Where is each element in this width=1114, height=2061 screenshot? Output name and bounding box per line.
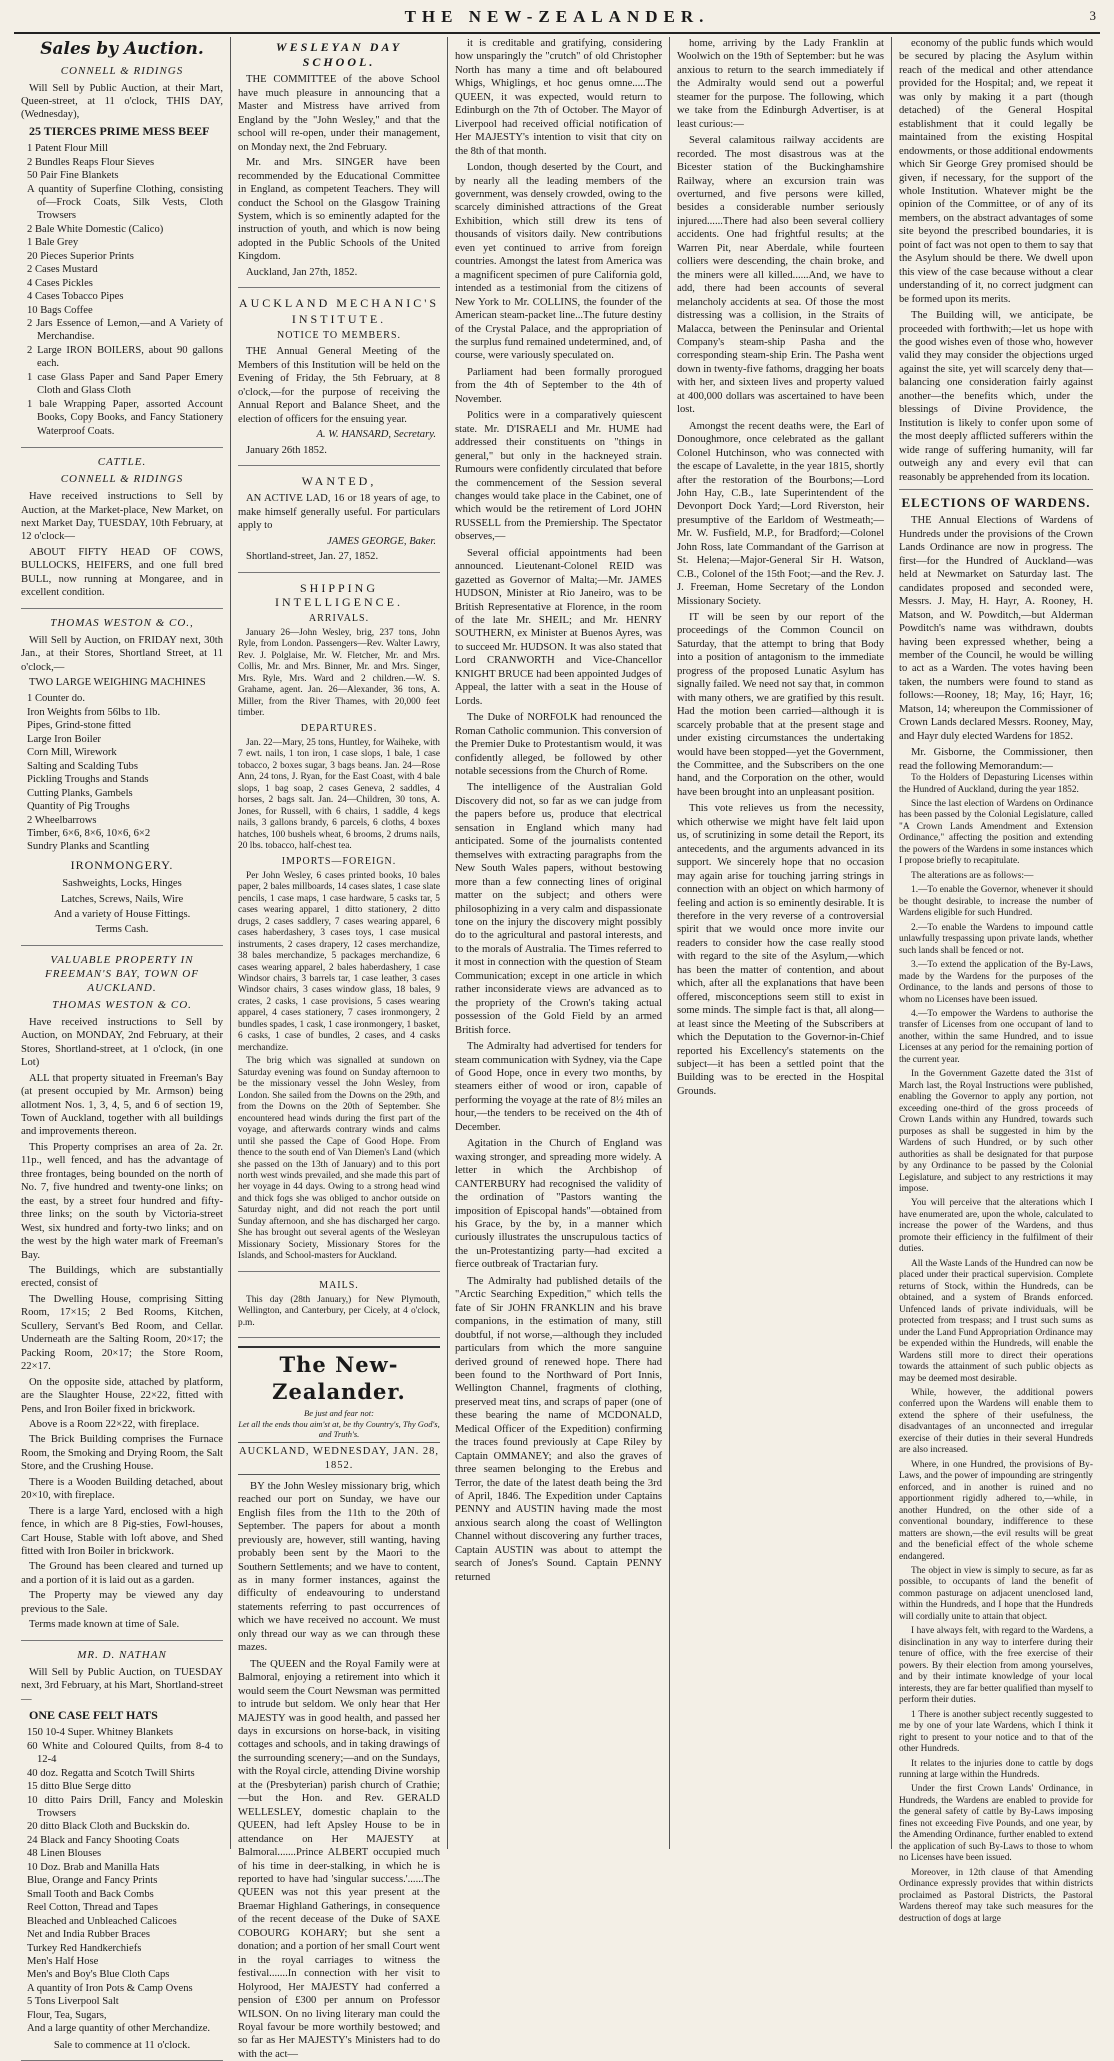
article-paragraph: Amongst the recent deaths were, the Earl of Donoughmore, once celebrated as the gallant Colonel Hutchinson, who was connected with the escape of Lavalette, in the year 1815, shortly after the restoration of the Bourbons;—Lord John Hay, C.B., late Superintendent of the Devonport Dock Yard;—Lord Riverston, heir presumptive of the Earldom of Westmeath;—Mr. W. Fusfield, M.P., for Bradford;—Colonel John Ross, late Commandant of the Garrison at St. Helena;—Major-General Sir H. Watson, C.B., Colonel of the 15th Foot;—and the Rev. J. J. Freeman, Home Secretary of the London Missionary Society. [677, 420, 884, 607]
ad-paragraph: Will Sell by Auction, on FRIDAY next, 30th Jan., at their Stores, Shortland Street, at 11 o'clock,— [21, 634, 223, 673]
memo-paragraph: Where, in one Hundred, the provisions of By-Laws, and the power of impounding are stringently enforced, and in another is ruined and no apportionment rigidly adhered to,—while, in another Hundred, on the other side of a conventional boundary, indifference to these matters are shown,—the evil results will be great and the beneficial effect of the whole scheme endangered. [899, 1459, 1093, 1562]
column-1 [14, 37, 230, 2051]
ad-item: Iron Weights from 56lbs to 1lb. [27, 706, 161, 718]
ad-item: Salting and Scalding Tubs [27, 760, 138, 772]
memo-paragraph: 1 There is another subject recently suggested to me by one of your late Wardens, which I think it right to present to your notice and to that of the other Hundreds. [899, 1709, 1093, 1755]
article-paragraph: Agitation in the Church of England was waxing stronger, and spreading more widely. A letter in which the Archbishop of CANTERBURY had recognised the validity of the ordination of "Pastors wanting the imposition of Episcopal hands"—obtained from his Grace, by the by, in a manner which curiously illustrates the unscrupulous tactics of the un-Protestantizing party—had excited a fierce outbreak of Tractarian fury. [455, 1138, 662, 1271]
ad-item: 1 Bale Grey [27, 237, 79, 249]
column-2 [230, 37, 447, 2060]
ad-item: 1 bale Wrapping Paper, assorted Account Books, Copy Books, and Fancy Stationery Waterproof Coats. [27, 398, 223, 437]
ad-subheading: THOMAS WESTON & CO. [52, 998, 192, 1011]
ad-paragraph: Will Sell by Public Auction, on TUESDAY next, 3rd February, at his Mart, Shortland-street— [21, 1666, 224, 1705]
article-paragraph: The Duke of NORFOLK had renounced the Roman Catholic communion. This conversion of the Premier Duke to Protestantism would, it was confidently alleged, be followed by other notable secessions from the Church of Rome. [455, 712, 662, 778]
memo-paragraph: In the Government Gazette dated the 31st of March last, the Royal Instructions were published, enabling the Governor to apply any portion, not exceeding one-third of the gross proceeds of Crown Lands within any Hundred, towards such purposes as shall be suggested in him by the Wardens of such Hundred, or by such other authorities as shall be designated for that purpose by any Ordinance to be passed by the Colonial Legislature, and subject to any restrictions it may impose. [899, 1069, 1093, 1194]
ad-paragraph: The Dwelling House, comprising Sitting Room, 17×15; 2 Bed Rooms, Kitchen, Scullery, Servant's Bed Room, and Cellar. Underneath are the Salting Room, 20×17; the Packing Room, 20×17; the Store Room, 22×17. [21, 1293, 223, 1373]
ad-paragraph: And a variety of House Fittings. [53, 909, 191, 921]
ad-item: 4 Cases Pickles [27, 277, 93, 289]
ad-item-list [21, 142, 223, 438]
ad-paragraph: On the opposite side, attached by platform, are the Slaughter House, 22×22, fitted with Pens, and Iron Boiler fixed in brickwork. [21, 1376, 223, 1415]
ad-item: 2 Large IRON BOILERS, about 90 gallons each. [27, 344, 223, 370]
article-paragraph: BY the John Wesley missionary brig, which reached our port on Sunday, we have our English files from the 11th to the 20th of September. The papers for about a month previously are, however, still wanting, having probably been sent by the Maori to the Southern Settlements; and we have to content, as in many former instances, against the difficulty of endeavouring to understand statements referring to past occurrences of which we have received no account. We must only thread our way as we can through these mazes. [238, 1480, 440, 1654]
ad-item: 48 Linen Blouses [27, 1848, 102, 1860]
ad-paragraph: Have received instructions to Sell by Auction, at the Market-place, New Market, on next Market Day, TUESDAY, 10th February, at 12 o'clock— [21, 491, 223, 543]
ad-item: 60 White and Coloured Quilts, from 8-4 to 12-4 [27, 1740, 223, 1766]
ad-item: Reel Cotton, Thread and Tapes [27, 1902, 158, 1914]
arrivals-text: January 26—John Wesley, brig, 237 tons, John Ryle, from London. Passengers—Rev. Walter Lawry, Rev. J. Polglaise, Mr. W. Fletcher, Mr. and Mrs. Collis, Mr. and Mrs. Binner, Mr. and Mrs. Singer, Mrs. Ryle, Mrs. Ward and 2 children.—W. S. Grahame, agent. Jan. 26—Alexander, 36 tons, A. Miller, from the River Thames, with 20,000 feet timber. [238, 627, 440, 719]
wardens-article [899, 514, 1093, 773]
shipping-title: SHIPPING INTELLIGENCE. [275, 580, 403, 610]
memo-paragraph: 2.—To enable the Wardens to impound cattle unlawfully trespassing upon private lands, whether such lands shall be fenced or not. [899, 922, 1093, 956]
school-date: Auckland, Jan 27th, 1852. [246, 266, 358, 278]
ad-item: Pipes, Grind-stone fitted [27, 720, 131, 732]
memo-paragraph: 3.—To extend the application of the By-Laws, made by the Wardens for the purposes of the Ordinance, to the lands and persons of those to whom no Licenses have been issued. [899, 960, 1093, 1005]
wardens-paragraph: Mr. Gisborne, the Commissioner, then read the following Memorandum:— [899, 747, 1093, 772]
ad-item: Sundry Planks and Scantling [27, 841, 150, 853]
ad-item: 15 ditto Blue Serge ditto [27, 1781, 131, 1793]
ad-item: 50 Pair Fine Blankets [27, 170, 119, 182]
imports-text: Per John Wesley, 6 cases printed books, 10 bales paper, 2 bales millboards, 14 cases slates, 1 case slate pencils, 1 case maps, 1 case hardware, 5 casks tar, 5 cases wearing apparel, 1 ditto stationery, 2 ditto drugs, 2 cases saddlery, 7 cases wearing apparel, 6 cases haberdashery, 3 cases toys, 1 case musical instruments, 2 cases drapery, 12 cases merchandize, 38 bales merchandize, 5 packages merchandize, 6 cases wearing apparel, 2 bales haberdashery, 1 case Windsor chairs, 3 barrels tar, 1 case leather, 3 cases Windsor chairs, 3 cases window glass, 18 bales, 9 crates, 2 casks, 1 case provisions, 5 cases wearing apparel, 4 cases stationery, 7 cases ironmongery, 2 bundles spades, 1 cask, 1 case ironmongery, 1 basket, 6 casks, 1 case of bundles, 2 cases, and 4 casks merchandize. [238, 870, 440, 1053]
article-paragraph: Several calamitous railway accidents are recorded. The most disastrous was at the Bicester station of the Buckinghamshire Railway, where an excursion train was overturned, and five persons were killed, besides a considerable number seriously injured......There had also been several colliery accidents. One had frightful results; at the Warren Pit, near Aberdale, while fourteen colliers were descending, the chain broke, and the miners were all killed......And, we have to add, there had been accounts of several melancholy accidents at sea. Of those the most distressing was a collision, in the Straits of Malacca, between the Peninsular and Oriental Company's steam-ship Pasha and the corresponding steam-ship Erin. The Pasha went down in twenty-five fathoms, dragging her boats with her, and sixteen lives and property valued at 400,000 dollars was ascertained to have been lost. [677, 135, 884, 416]
memorandum [899, 773, 1093, 1925]
memo-paragraph: To the Holders of Depasturing Licenses within the Hundred of Auckland, during the year 1852. [899, 773, 1093, 795]
auction-ad [21, 1649, 223, 2061]
ad-paragraph: Above is a Room 22×22, with fireplace. [29, 1418, 200, 1430]
ad-item: 5 Tons Liverpool Salt [27, 1996, 119, 2008]
ad-paragraph: ABOUT FIFTY HEAD OF COWS, BULLOCKS, HEIFERS, and one full bred BULL, now running at Mongaree, and in excellent condition. [21, 546, 223, 599]
mechanics-notice [238, 296, 440, 466]
memo-paragraph: The alterations are as follows:— [911, 870, 1034, 881]
article-paragraph: London, though deserted by the Court, and by nearly all the leading members of the government, was densely crowded, owing to the scarcely diminished attractions of the Great Exhibition, which still drew its tens of thousands of visitors daily. New contributions even yet continued to arrive from foreign countries. Amongst the latest from America was a magnificent specimen of pure California gold, intended as a testimonial from the citizens of New York to Mr. COLLINS, the founder of the American steam-packet line...The future destiny of the Crystal Palace, and the appropriation of the surplus fund remained undetermined, and, of course, were variously speculated on. [455, 162, 662, 362]
memo-paragraph: Moreover, in 12th clause of that Amending Ordinance expressly provides that within districts proclaimed as Pastoral Districts, the Pastoral Wardens thereof may take such measures for the destruction of dogs at large [899, 1867, 1093, 1924]
wardens-title: ELECTIONS OF WARDENS. [899, 489, 1093, 512]
ad-item: 2 Bale White Domestic (Calico) [27, 223, 164, 235]
school-paragraph: Mr. and Mrs. SINGER have been recommended by the Educational Committee in England, as competent Teachers. They will conduct the School on the Glasgow Training System, which is so eminently adapted for the instruction of youth, and which is now being adopted in the Public Schools of the United Kingdom. [238, 157, 440, 263]
ad-paragraph: Have received instructions to Sell by Auction, on MONDAY, 2nd February, at their Stores, Shortland-street, at 1 o'clock, (in one Lot) [21, 1016, 223, 1069]
auction-ad [21, 456, 223, 609]
article-paragraph: This vote relieves us from the necessity, which otherwise we might have felt laid upon us, of scrutinizing in some detail the Report, its antecedents, and the arguments advanced in its support. We sincerely hope that no occasion may again arise for touching jarring strings in connection with an object on which harmony of feeling and action is so eminently desirable. It is therefore in the very reverse of a controversial spirit that we would once more invite our readers to consider how the case really stood with regard to the site of the Asylum,—which has been the matter of contention, and about which, after all the explanations that have been offered, misconceptions seem still to exist in some minds. The simple fact is that, all along—at least since the Meeting of the Subscribers at which the Deputation to the Governor-in-Chief reported his Excellency's statements on the subject—it has been a settled point that the Building was to be erected in the Hospital Grounds. [677, 803, 884, 1097]
ad-paragraph: The Brick Building comprises the Furnace Room, the Smoking and Drying Room, the Salt Store, and the Crushing House. [21, 1434, 223, 1473]
ad-item: 2 Wheelbarrows [27, 814, 97, 826]
wanted-paragraph: AN ACTIVE LAD, 16 or 18 years of age, to make himself generally useful. For particulars apply to [238, 493, 440, 532]
mails-title: MAILS. [319, 1279, 359, 1291]
ad-heading: CONNELL & RIDINGS [60, 64, 184, 77]
auction-ad [21, 617, 223, 946]
school-title: WESLEYAN DAY SCHOOL. [275, 40, 403, 70]
masthead-title: THE NEW-ZEALANDER. [404, 7, 710, 26]
motto-line-1: Be just and fear not: [304, 1407, 374, 1418]
ad-item: A quantity of Superfine Clothing, consisting of—Frock Coats, Silk Vests, Cloth Trowsers [27, 183, 223, 222]
section-title: Sales by Auction. [40, 39, 204, 59]
ad-item: Large Iron Boiler [27, 733, 101, 745]
ad-item: 10 Bags Coffee [27, 304, 93, 316]
ad-item: 2 Bundles Reaps Flour Sieves [27, 156, 155, 168]
ad-paragraph: There is a Wooden Building detached, about 20×10, with fireplace. [21, 1476, 223, 1502]
memo-paragraph: It relates to the injuries done to cattle by dogs running at large within the Hundreds. [899, 1758, 1093, 1780]
ad-item: Men's Half Hose [27, 1956, 99, 1968]
mech-paragraph: THE Annual General Meeting of the Members of this Institution will be held on the Evening of Friday, the 5th February, at 8 o'clock,—for the purpose of receiving the Annual Report and Balance Sheet, and the election of officers for the ensuing year. [238, 346, 440, 425]
ad-paragraph: ALL that property situated in Freeman's Bay (at present occupied by Mr. Armson) being allotment Nos. 1, 3, 4, 5, and 6 of section 19, Town of Auckland, together with all buildings and improvements thereon. [21, 1072, 223, 1138]
ad-item: 40 doz. Regatta and Scotch Twill Shirts [27, 1767, 195, 1779]
departures-text: Jan. 22—Mary, 25 tons, Huntley, for Waiheke, with 7 ewt. nails, 1 ton iron, 1 case slops, 1 bale, 1 case tobacco, 2 boxes sugar, 3 bags beans. Jan. 24—Rose Ann, 24 tons, J. Ryan, for the East Coast, with 4 bale slops, 1 bag soap, 2 cases Geneva, 2 saddles, 4 horses, 2 bags salt. Jan. 24—Children, 30 tons, A. Jones, for Russell, with 6 chairs, 1 saddle, 4 kegs nails, 3 gallons brandy, 6 parcels, 6 cloths, 4 boxes hatches, 100 bushels wheat, 6 brooms, 2 drums nails, 20 lbs. tobacco, half-chest tea. [238, 737, 440, 852]
ad-footer: Sale to commence at 11 o'clock. [53, 2039, 191, 2051]
arrivals-label: ARRIVALS. [308, 612, 370, 624]
ad-item: 1 case Glass Paper and Sand Paper Emery Cloth and Glass Cloth [27, 371, 223, 397]
ad-item: 2 Cases Mustard [27, 264, 98, 276]
ad-item: Turkey Red Handkerchiefs [27, 1942, 142, 1954]
column-4 [669, 37, 891, 1849]
memo-paragraph: 1.—To enable the Governor, whenever it should be thought desirable, to increase the number of Wardens eligible for such Hundred. [899, 885, 1093, 919]
leader-article [238, 1480, 440, 2061]
ad-item: 150 10-4 Super. Whitney Blankets [27, 1727, 174, 1739]
columns [14, 37, 1100, 2060]
ad-paragraph: Latches, Screws, Nails, Wire [60, 893, 184, 905]
asylum-article-end [899, 37, 1093, 484]
ad-lead-item: ONE CASE FELT HATS [29, 1708, 158, 1723]
school-notice [238, 40, 440, 288]
page-number: 3 [1089, 8, 1096, 23]
article-paragraph: economy of the public funds which would be secured by placing the Asylum within reach of the medical and other attendance provided for the Hospital; and, we repeat it was only by making it a part (though detached) of the General Hospital establishment that it could legally be maintained from the existing Hospital endowments, or those additional endowments which Sir George Grey promised should be given, if necessary, for the support of the whole Institution. Whatever might be the opinion of the Committee, or of any of its members, on the abstract advantages of some site beyond the prescribed boundaries, it is point of fact was not open to them to say that the Asylum should be there. We dwell upon this view of the case because without a clear understanding of it, no correct judgment can be formed upon its merits. [899, 38, 1093, 305]
article-paragraph: Several official appointments had been announced. Lieutenant-Colonel REID was gazetted as Governor of Malta;—Mr. JAMES HUDSON, Minister at Rio Janeiro, was to be British Representative at Florence, in the room of the late Mr. SHEIL; and Mr. HENRY SOUTHERN, ex Minister at Buenos Ayres, was to succeed Mr. HUDSON. It was also stated that Lord CRANWORTH and Vice-Chancellor KNIGHT BRUCE had been appointed Judges of Appeal, the latter with a seat in the House of Lords. [455, 547, 662, 707]
ad-item-list [21, 692, 223, 853]
ad-paragraph: The Property may be viewed any day previous to the Sale. [21, 1590, 223, 1615]
ad-item: Corn Mill, Wirework [27, 747, 117, 759]
auction-ad [21, 954, 223, 1641]
ad-item: Timber, 6×6, 8×6, 10×6, 6×2 [27, 827, 151, 839]
ad-item: Bleached and Unbleached Calicoes [27, 1915, 177, 1927]
ad-item: Men's and Boy's Blue Cloth Caps [27, 1969, 170, 1981]
article-paragraph: The Admiralty had advertised for tenders for steam communication with Sydney, via the Cape of Good Hope, once in every two months, by steamers either of wood or iron, capable of performing the voyage at the rate of 8½ miles an hour,—the tenders to be received on the 4th of December. [455, 1041, 662, 1133]
ad-item: And a large quantity of other Merchandize. [27, 2023, 211, 2035]
ad-item: Cutting Planks, Gambels [27, 787, 133, 799]
article-paragraph: it is creditable and gratifying, considering how unsparingly the "crutch" of old Christopher North has many a time and oft belaboured Whigs, Whiglings, et hoc genus omne.....The QUEEN, it was expected, would return to Edinburgh on the 7th of October. The Mayor of Liverpool had received official notification of Her MAJESTY's intention to visit that city on the 8th of that month. [455, 38, 662, 157]
ad-paragraph: The Buildings, which are substantially erected, consist of [21, 1264, 223, 1290]
wanted-signature: JAMES GEORGE, Baker. [327, 535, 436, 547]
article-paragraph: Parliament had been formally prorogued from the 4th of September to the 4th of November. [455, 366, 662, 405]
ad-item: 10 ditto Pairs Drill, Fancy and Moleskin Trowsers [27, 1794, 223, 1820]
ad-item: 20 ditto Black Cloth and Buckskin do. [27, 1821, 190, 1833]
wanted-date: Shortland-street, Jan. 27, 1852. [246, 551, 379, 563]
memo-paragraph: While, however, the additional powers conferred upon the Wardens will enable them to extend the sphere of their usefulness, the disadvantages of an unconnected and irregular exercise of their duties in their several Hundreds are also increased. [899, 1387, 1093, 1456]
ad-lead-item: 25 TIERCES PRIME MESS BEEF [29, 123, 210, 138]
ad-paragraph: Will Sell by Public Auction, at their Mart, Queen-street, at 11 o'clock, THIS DAY, (Wednesday), [21, 82, 223, 121]
wanted-title: WANTED, [301, 474, 377, 489]
departures-label: DEPARTURES. [300, 722, 378, 734]
memo-paragraph: Since the last election of Wardens on Ordinance has been passed by the Colonial Legislature, called "A Crown Lands Amendment and Extension Ordinance," affecting the position and extending the powers of the Wardens in some instances which I propose briefly to recapitulate. [899, 799, 1093, 867]
ad-heading: VALUABLE PROPERTY IN FREEMAN'S BAY, TOWN OF AUCKLAND. [45, 953, 199, 994]
mails-paragraph: This day (28th January,) for New Plymouth, Wellington, and Canterbury, per Cicely, at 4 o'clock, p.m. [238, 1294, 440, 1328]
wardens-paragraph: THE Annual Elections of Wardens of Hundreds under the provisions of the Crown Lands Ordinance are now in progress. The first—for the Hundred of Auckland—was held at Newmarket on Saturday last. The candidates proposed and seconded were, Messrs. J. May, H. Hayr, A. Rooney, H. Matson, and W. Powditch,—but Alderman Powditch's name was withdrawn, doubts having been expressed whether, being a member of the Council, he would be willing to act as a Warden. The votes having been taken, the numbers were found to stand as follows:—Rooney, 18; May, 16; Hayr, 16; Matson, 14; whereupon the Commissioner of Crown Lands declared Messrs. Rooney, May, and Hayr duly elected Wardens for 1852. [899, 515, 1093, 742]
ad-paragraph: TWO LARGE WEIGHING MACHINES [29, 677, 206, 688]
article-paragraph: The intelligence of the Australian Gold Discovery did not, so far as we can judge from the papers before us, produce that electrical sensation in England which many had anticipated. Some of the journalists contented themselves with extracting paragraphs from the New South Wales papers, without bestowing more than a few connecting lines of original matter on the subject; and others were philosophizing in a very calm and dispassionate tone on the injury the discovery might possibly do to the agricultural and pastoral interests, and to the morals of Australia. The Times referred to it most in connection with the question of Steam Communication; except in one article in which rather inconsiderate views are advanced as to the propriety of the Crown's taking actual possession of the Gold Field by an armed British force. [455, 782, 662, 1036]
article-paragraph: The Building will, we anticipate, be proceeded with forthwith;—let us hope with the good wishes even of those who, however valid they may consider the objections urged against the site, yet will scarcely deny that—balancing one consideration fairly against another—the benefits which, under the blessings of Divine Providence, the Institution is likely to confer upon some of the most deeply afflicted sufferers within the wide range of suffering humanity, will far outweigh any and every evil that can reasonably be apprehended from its location. [899, 310, 1093, 483]
ad-item: Pickling Troughs and Stands [27, 774, 149, 786]
ad-subheading: IRONMONGERY. [70, 857, 174, 872]
masthead [14, 6, 1100, 34]
memo-paragraph: You will perceive that the alterations which I have enumerated are, upon the whole, calculated to increase the power of the Wardens, and thus promote their efficiency in the fulfilment of their duties. [899, 1198, 1093, 1255]
school-paragraphs [238, 73, 440, 263]
ad-heading: MR. D. NATHAN [77, 1648, 167, 1661]
ad-item: 2 Jars Essence of Lemon,—and A Variety of Merchandise. [27, 318, 223, 343]
shipping-intelligence [238, 581, 440, 1272]
auction-ad [21, 65, 223, 449]
wanted-notice [238, 474, 440, 573]
mech-subtitle: NOTICE TO MEMBERS. [276, 329, 402, 341]
ad-paragraph: Terms Cash. [95, 924, 149, 936]
dateline: AUCKLAND, WEDNESDAY, JAN. 28, 1852. [238, 1442, 440, 1475]
column-5 [891, 37, 1100, 1924]
ad-paragraph: This Property comprises an area of 2a. 2r. 11p., well fenced, and has the advantage of three frontages, being bounded on the north of No. 7, five hundred and twenty-one links; on the east, by a street four hundred and fifty-three links; on the south by Victoria-street West, six hundred and forty-two links; and on the west by the high water mark of Freeman's Bay. [21, 1141, 223, 1261]
ad-item: Net and India Rubber Braces [27, 1929, 150, 1941]
ad-subheading: CONNELL & RIDINGS [60, 473, 184, 486]
ad-item-list [21, 1726, 223, 2035]
paper-title: The New-Zealander. [238, 1346, 440, 1405]
ad-paragraph: Sashweights, Locks, Hinges [62, 878, 182, 890]
mech-signature: A. W. HANSARD, Secretary. [316, 429, 436, 441]
mails-notice [238, 1280, 440, 1339]
ad-item: A quantity of Iron Pots & Camp Ovens [27, 1982, 193, 1994]
ad-item: 20 Pieces Superior Prints [27, 250, 134, 262]
ad-paragraph: Terms made known at time of Sale. [29, 1619, 180, 1631]
motto-line-2: Let all the ends thou aim'st at, be thy Country's, Thy God's, and Truth's. [238, 1418, 440, 1440]
ad-paragraph: There is a large Yard, enclosed with a high fence, in which are 8 Pig-sties, Fowl-houses, Cart House, Stable with loft above, and Shed fitted with Iron Boiler in brickwork. [21, 1505, 223, 1558]
memo-paragraph: 4.—To empower the Wardens to authorise the transfer of Licenses from one occupant of land to another, within the same Hundred, and to issue Licenses at any period for the remaining portion of the current year. [899, 1008, 1093, 1065]
ad-item: 1 Patent Flour Mill [27, 143, 108, 155]
memo-paragraph: The object in view is simply to secure, as far as possible, to occupants of land the benefit of common pasturage on adjacent unenclosed land, within the Hundreds, and I hope that the Hundreds will cordially unite to attain that object. [899, 1566, 1093, 1622]
column-3 [447, 37, 669, 1849]
school-paragraph: THE COMMITTEE of the above School have much pleasure in announcing that a Master and Mistress have arrived from England by the "John Wesley," and that the school will re-open, under their management, on Monday next, the 2nd February. [238, 74, 440, 153]
mech-title: AUCKLAND MECHANIC'S INSTITUTE. [238, 296, 440, 326]
article-paragraph: The QUEEN and the Royal Family were at Balmoral, enjoying a retirement into which it would seem the Court Newsman was permitted to intrude but seldom. We only hear that Her MAJESTY was in good health, and passed her days in excursions on horse-back, in visiting cottages and schools, and in taking drawings of the surrounding scenery;—and on the Sundays, with the Royal circle, attending Divine worship at the (Presbyterian) parish church of Crathie;—but the Hon. and Rev. GERALD WELLESLEY, domestic chaplain to the QUEEN, had left Apsley House to be in attendance on Her MAJESTY at Balmoral.......Prince ALBERT occupied much of his time in deer-stalking, in which he is reported to have had 'singular success.'......The QUEEN was not this year present at the Braemar Highland Gatherings, in consequence of the recent decease of the Duke of SAXE COBOURG KOHARY; but she sent a donation; and a portion of her small Court went in the royal carriages to witness the festival.......In connection with her visit to Holyrood, Her MAJESTY had conferred a pension of £300 per annum on Professor WILSON. On no living literary man could the Royal favour be more worthily bestowed; and so far as Her MAJESTY's Ministers had to do with the act— [238, 1658, 440, 2060]
article-paragraph: home, arriving by the Lady Franklin at Woolwich on the 19th of September: but he was anxious to return to the search immediately if the Admiralty would send out a powerful steamer for the purpose. The following, which we take from the Edinburgh Advertiser, is at least curious:— [677, 38, 884, 130]
ad-item: 4 Cases Tobacco Pipes [27, 291, 124, 303]
ad-item: Flour, Tea, Sugars, [27, 2009, 107, 2021]
vessel-report: The brig which was signalled at sundown on Saturday evening was found on Sunday afternoon to be the missionary vessel the John Wesley, from London. She sailed from the Downs on the 29th, and from the Downs on the 20th of September. She encountered head winds during the first part of the voyage, and afterwards contrary winds and calms until she passed the Cape of Good Hope. From thence to the south end of Van Diemen's Land (which she passed on the 13th of January) and to this port north west winds prevailed, and she made this part of her voyage in 44 days. Owing to a strong head wind and thick fogs she was obliged to anchor outside on Saturday night, and did not reach the port until Sunday afternoon, and she has discharged her cargo. She has brought out several agents of the Wesleyan Missionary Society, Missionary Stores for the Islands, and School-masters for Auckland. [238, 1056, 440, 1262]
imports-label: IMPORTS—FOREIGN. [281, 855, 397, 867]
memo-paragraph: I have always felt, with regard to the Wardens, a disinclination in any way to interfere during their tenure of office, with the free exercise of their powers. By their election from among yourselves, and by their intimate knowledge of your local interests, they are far better qualified than myself to perform their duties. [899, 1626, 1093, 1706]
memo-paragraph: Under the first Crown Lands' Ordinance, in Hundreds, the Wardens are enabled to provide for the general safety of cattle by By-Laws imposing fines not exceeding Five Pounds, and one year, by the Amending Ordinance, further enabled to extend the application of such By-Laws to those to whom no Licenses have been issued. [899, 1784, 1093, 1864]
ad-paragraph: The Ground has been cleared and turned up and a portion of it is laid out as a garden. [21, 1561, 223, 1586]
ad-item: 10 Doz. Brab and Manilla Hats [27, 1861, 160, 1873]
ad-item: Small Tooth and Back Combs [27, 1888, 154, 1900]
article-paragraph: IT will be seen by our report of the proceedings of the Common Council on Saturday, that the attempt to bring that Body into a position of antagonism to the immediate progress of the proposed Lunatic Asylum has signally failed. We need not say that, in common with many others, we are gratified by this result. Had the motion been carried—although it is scarcely probable that at the present stage and under existing circumstances the undertaking would have been stopped—yet the Government, the Committee, and the Subscribers on the one hand, and the Corporation on the other, would have been brought into an unpleasant position. [677, 612, 884, 798]
ad-item: 1 Counter do. [27, 693, 85, 705]
ad-heading: CATTLE. [97, 456, 147, 469]
article-paragraph: The Admiralty had published details of the "Arctic Searching Expedition," which tells the fate of Sir JOHN FRANKLIN and his brave companions, in the estimation of many, still doubtful, if not worse,—although they included particulars from which the more sanguine derived ground of renewed hope. There had been found to the Northward of Port Innis, Wellington Channel, fragments of clothing, preserved meat tins, and scraps of paper (one of these bearing the name of MCDONALD, Medical Officer of the Expedition) confirming the traces found previously at Cape Riley by Captain OMMANEY; and also the graves of three seamen belonging to the Erebus and Terror, the date of the latest death being the 3rd of April, 1846. The Expedition under Captains PENNY and AUSTIN having made the most anxious search along the coast of Wellington Channel without discovering any further traces, Captain AUSTIN was about to attempt the search of Jones's Sound. Captain PENNY returned [455, 1275, 662, 1583]
ad-item: 24 Black and Fancy Shooting Coats [27, 1834, 180, 1846]
ad-heading: THOMAS WESTON & CO., [50, 616, 194, 629]
auction-ads [21, 65, 223, 2061]
ad-item: Blue, Orange and Fancy Prints [27, 1875, 158, 1887]
article-paragraph: Politics were in a comparatively quiescent state. Mr. D'ISRAELI and Mr. HUME had addressed their constituents on "things in general," but only in the hackneyed strain. Rumours were confidently circulated that before the commencement of the Session several changes would take place in the Cabinet, one of which would be the retirement of Lord JOHN RUSSELL from the Premiership. The Spectator observes,— [455, 410, 662, 543]
mech-date: January 26th 1852. [246, 444, 327, 456]
memo-paragraph: All the Waste Lands of the Hundred can now be placed under their practical supervision. Complete returns of Stock, within the Hundreds, can be obtained, and a system of Brands enforced. Unfenced lands of private individuals, will be protected from trespass; and I trust such sums as under the Land Fund Appropriation Ordinance may be expended within the Hundreds, will enable the Wardens still more to direct their operations towards the attainment of such public objects as may be deemed most desirable. [899, 1258, 1093, 1384]
ad-item: Quantity of Pig Troughs [27, 801, 130, 813]
